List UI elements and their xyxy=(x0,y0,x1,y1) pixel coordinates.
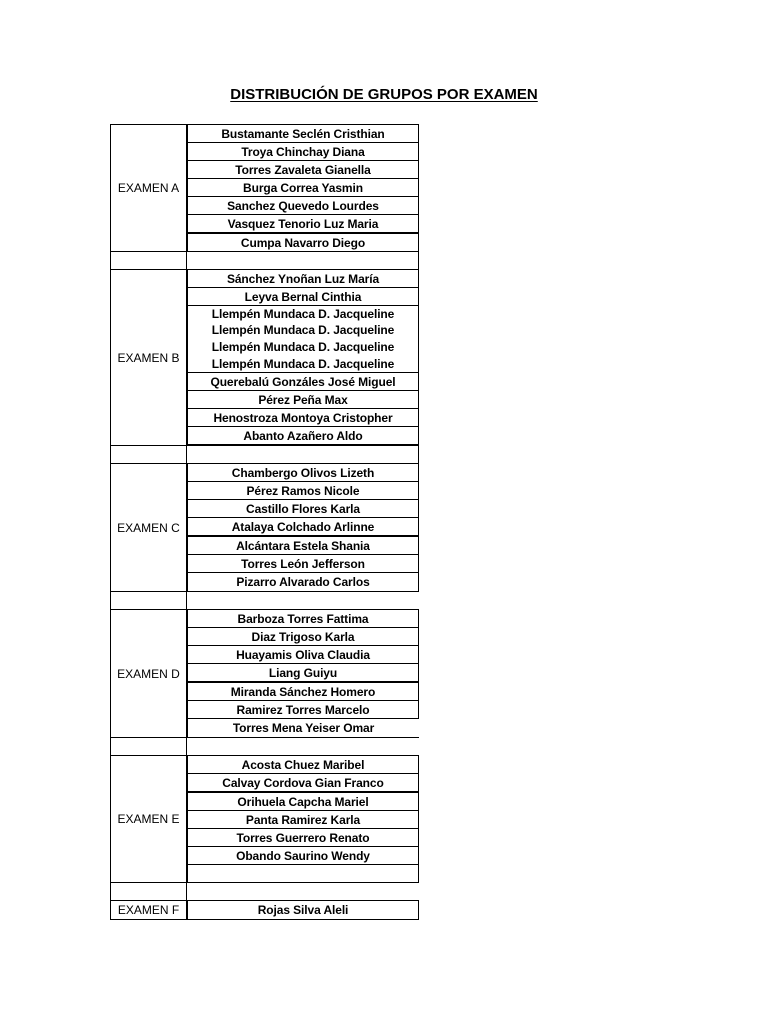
student-name: Orihuela Capcha Mariel xyxy=(187,792,419,811)
student-name: Pérez Peña Max xyxy=(187,390,419,409)
spacer-row xyxy=(187,251,419,270)
student-name: Chambergo Olivos Lizeth xyxy=(187,463,419,482)
student-name: Huayamis Oliva Claudia xyxy=(187,645,419,664)
spacer-row xyxy=(110,737,187,756)
group-label-examen-a: EXAMEN A xyxy=(110,124,187,252)
student-name: Troya Chinchay Diana xyxy=(187,142,419,161)
spacer-row xyxy=(110,445,187,464)
student-name: Torres Mena Yeiser Omar xyxy=(187,718,419,738)
student-name: Leyva Bernal Cinthia xyxy=(187,287,419,306)
student-name: Cumpa Navarro Diego xyxy=(187,233,419,252)
student-name: Barboza Torres Fattima xyxy=(187,609,419,628)
student-name: Ramirez Torres Marcelo xyxy=(187,700,419,719)
spacer-row xyxy=(110,251,187,270)
student-name: Pérez Ramos Nicole xyxy=(187,481,419,500)
student-name: Torres León Jefferson xyxy=(187,554,419,573)
student-name: Burga Correa Yasmin xyxy=(187,178,419,197)
student-name: Atalaya Colchado Arlinne xyxy=(187,517,419,536)
student-name: Liang Guiyu xyxy=(187,663,419,682)
group-label-examen-f: EXAMEN F xyxy=(110,900,187,920)
student-name: Henostroza Montoya Cristopher xyxy=(187,408,419,427)
spacer-row xyxy=(187,882,419,901)
group-label-examen-c: EXAMEN C xyxy=(110,463,187,592)
spacer-row xyxy=(187,737,419,756)
spacer-row xyxy=(187,591,419,610)
student-name: Querebalú Gonzáles José Miguel xyxy=(187,372,419,391)
student-name: Acosta Chuez Maribel xyxy=(187,755,419,774)
empty-name-cell xyxy=(187,864,419,883)
student-name: Sanchez Quevedo Lourdes xyxy=(187,196,419,215)
spacer-row xyxy=(187,445,419,464)
student-name: Torres Guerrero Renato xyxy=(187,828,419,847)
student-name: Diaz Trigoso Karla xyxy=(187,627,419,646)
student-name: Panta Ramirez Karla xyxy=(187,810,419,829)
student-name: Vasquez Tenorio Luz Maria xyxy=(187,214,419,233)
student-name: Rojas Silva Aleli xyxy=(187,900,419,920)
group-label-examen-e: EXAMEN E xyxy=(110,755,187,883)
student-name: Llempén Mundaca D. Jacqueline xyxy=(211,356,395,371)
page-title: DISTRIBUCIÓN DE GRUPOS POR EXAMEN xyxy=(230,86,538,103)
student-name: Llempén Mundaca D. Jacqueline xyxy=(211,306,395,321)
merged-name-cell xyxy=(187,305,419,373)
group-label-examen-b: EXAMEN B xyxy=(110,269,187,446)
student-name: Llempén Mundaca D. Jacqueline xyxy=(211,323,395,338)
student-name: Obando Saurino Wendy xyxy=(187,846,419,865)
spacer-row xyxy=(110,882,187,901)
student-name: Bustamante Seclén Cristhian xyxy=(187,124,419,143)
student-name: Alcántara Estela Shania xyxy=(187,536,419,555)
student-name: Abanto Azañero Aldo xyxy=(187,426,419,445)
student-name: Castillo Flores Karla xyxy=(187,499,419,518)
student-name: Calvay Cordova Gian Franco xyxy=(187,773,419,792)
spacer-row xyxy=(110,591,187,610)
student-name: Llempén Mundaca D. Jacqueline xyxy=(211,340,395,354)
student-name: Miranda Sánchez Homero xyxy=(187,682,419,701)
student-name: Pizarro Alvarado Carlos xyxy=(187,572,419,592)
student-name: Torres Zavaleta Gianella xyxy=(187,160,419,179)
student-name: Sánchez Ynoñan Luz María xyxy=(187,269,419,288)
group-label-examen-d: EXAMEN D xyxy=(110,609,187,738)
